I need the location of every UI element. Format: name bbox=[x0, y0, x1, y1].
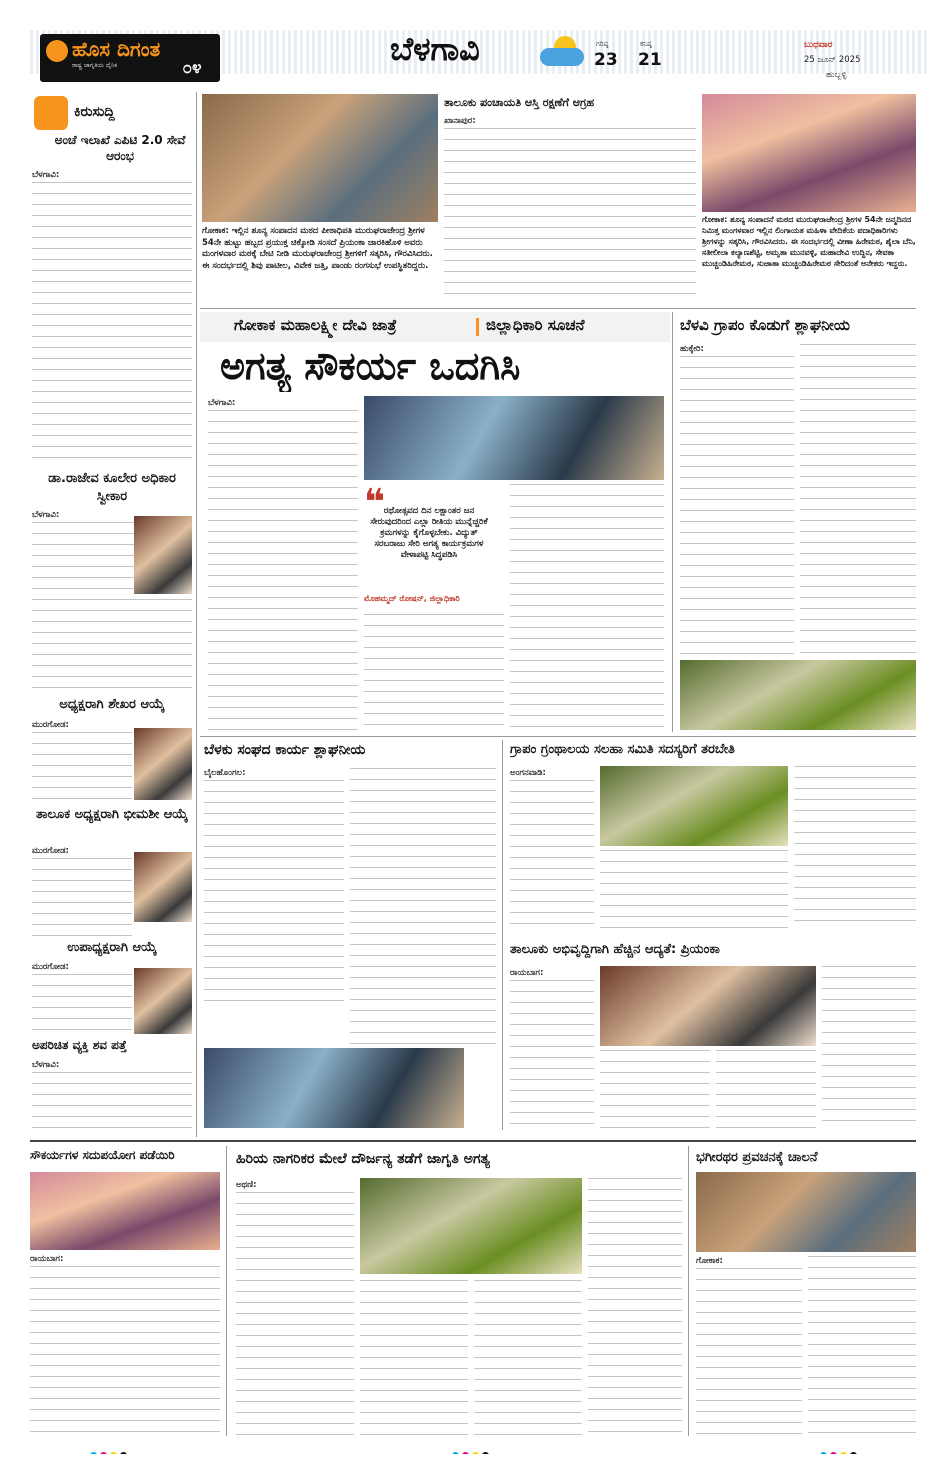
column-divider bbox=[226, 1146, 227, 1436]
lead-quote: ರಥೋತ್ಸವದ ದಿನ ಲಕ್ಷಾಂತರ ಜನ ಸೇರುವುದರಿಂದ ಎಲ್ಲಾ ರೀತಿಯ ಮುನ್ನೆಚ್ಚರಿಕೆ ಕ್ರಮಗಳನ್ನು ಕೈಗೊಳ್ಳಬೇಕು. ವಿದ್ಯುತ್ ಸರಬರಾಜು ಸೇರಿ ಅಗತ್ಯ ಕಾರ್ಯಕ್ರಮಗಳ ವೇಳಾಪಟ್ಟಿ ಸಿದ್ಧಪಡಿಸಿ bbox=[370, 506, 488, 560]
column-divider bbox=[672, 312, 673, 732]
weather-cloud-icon bbox=[540, 36, 586, 70]
bottom-right-headline: ಭಗೀರಥರ ಪ್ರವಚನಕ್ಕೆ ಚಾಲನೆ bbox=[696, 1150, 818, 1165]
right-story-headline: ಬೆಳವಿ ಗ್ರಾಪಂ ಕೊಡುಗೆ ಶ್ಲಾಘನೀಯ bbox=[680, 316, 850, 334]
issue-date: 25 ಜೂನ್ 2025 bbox=[804, 55, 861, 65]
row-divider bbox=[200, 736, 916, 737]
sidebar-story-title: ಅಂಚೆ ಇಲಾಖೆ ಎಪಿಟಿ 2.0 ಸೇವೆ ಆರಂಭ bbox=[54, 133, 186, 163]
bottom-right-body-col1 bbox=[696, 1268, 802, 1436]
kirusuddi-hand-icon bbox=[34, 96, 68, 130]
top-right-caption: ಗೋಕಾಕ: ಶೂನ್ಯ ಸಂಪಾದನೆ ಮಠದ ಮುರುಘರಾಜೇಂದ್ರ ಶ್ರೀಗಳ 54ನೇ ಜನ್ಮದಿನದ ನಿಮಿತ್ತ ಮಂಗಳವಾರ ಇಲ್ಲಿನ ಲಿಂಗಾಯತ ಮಹಿಳಾ ವೇದಿಕೆಯ ಪದಾಧಿಕಾರಿಗಳು ಶ್ರೀಗಳನ್ನು ಸತ್ಕರಿಸಿ, ಗೌರವಿಸಿದರು. ಈ ಸಂದರ್ಭದಲ್ಲಿ ವೀಣಾ ಹಿರೇಮಠ, ಶೈಲಾ ಬೆನಿ, ಸತೀಲೀಲಾ ಕಲ್ಯಾಣಶೆಟ್ಟಿ, ಅಮೃತಾ ಮುನವಳ್ಳಿ, ಮಹಾದೇವಿ ಉದ್ದಿನ, ಸೇವಕಾ ಮುಚ್ಚಂಡಿಹಿರೇಮಠ, ಸುಜಾತಾ ಮುಚ್ಚಂಡಿಹಿರೇಮಠ ಸೇರಿದಂತೆ ಅನೇಕರು ಇದ್ದರು. bbox=[702, 215, 916, 268]
sidebar-story-body bbox=[32, 858, 132, 938]
bottom-center-body-col2 bbox=[360, 1280, 468, 1436]
photo-women-forum bbox=[702, 94, 916, 212]
column-divider bbox=[688, 1146, 689, 1436]
right-story-body-col2 bbox=[800, 344, 916, 656]
edition-name: ಹುಬ್ಬಳ್ಳಿ bbox=[826, 70, 847, 80]
quote-mark-icon: ❝ bbox=[364, 486, 386, 514]
mid-right-body-col1 bbox=[510, 780, 594, 930]
photo-dc-meeting bbox=[364, 396, 664, 480]
mid-right-headline: ಗ್ರಾಪಂ ಗ್ರಂಥಾಲಯ ಸಲಹಾ ಸಮಿತಿ ಸದಸ್ಯರಿಗೆ ತರಬೇತಿ bbox=[510, 742, 735, 757]
registration-marks-left bbox=[90, 1444, 150, 1454]
masthead bbox=[0, 0, 945, 90]
sidebar-story-dateline: ಮುರಗೋಡ: bbox=[32, 962, 69, 972]
lead-kicker-left: ಗೋಕಾಕ ಮಹಾಲಕ್ಷ್ಮೀ ದೇವಿ ಜಾತ್ರೆ bbox=[234, 316, 397, 334]
sidebar-brand: ಕಿರುಸುದ್ದಿ bbox=[74, 104, 184, 124]
page-number: ೦೪ bbox=[182, 58, 202, 78]
development-body-col1 bbox=[510, 980, 594, 1130]
top-middle-headline: ತಾಲೂಕು ಪಂಚಾಯತಿ ಆಸ್ತಿ ರಕ್ಷಣೆಗೆ ಆಗ್ರಹ bbox=[444, 96, 595, 109]
top-left-caption: ಗೋಕಾಕ: ಇಲ್ಲಿನ ಶೂನ್ಯ ಸಂಪಾದನ ಮಠದ ಪೀಠಾಧಿಪತಿ ಮುರುಘರಾಜೇಂದ್ರ ಶ್ರೀಗಳ 54ನೇ ಹುಟ್ಟು ಹಬ್ಬದ ಪ್ರಯುಕ್ತ ಚಿಕ್ಕೋಡಿ ಸಂಸದೆ ಪ್ರಿಯಂಕಾ ಜಾರಕಿಹೊಳಿ ಅವರು ಮಂಗಳವಾರ ಮಠಕ್ಕೆ ಬೇಟಿ ನೀಡಿ ಮುರುಘರಾಜೇಂದ್ರ ಶ್ರೀಗಳಿಗೆ ಸತ್ಕರಿಸಿ, ಗೌರವಿಸಿದರು. ಈ ಸಂದರ್ಭದಲ್ಲಿ ಶಿವು ಪಾಟೀಲ, ವಿವೇಕ ಜತ್ತಿ, ಪಾಂಡು ರಂಗಸುಭೆ ಉಪಸ್ಥಿತರಿದ್ದರು. bbox=[202, 226, 433, 271]
mid-left-body-col1 bbox=[204, 780, 344, 1010]
sidebar-portrait bbox=[134, 968, 192, 1034]
temp-max: 23 bbox=[594, 50, 618, 70]
photo-swamiji-felicitation bbox=[202, 94, 438, 222]
development-dateline: ರಾಯಬಾಗ: bbox=[510, 968, 544, 978]
logo-badge bbox=[40, 34, 220, 82]
kicker-divider bbox=[476, 318, 479, 336]
city-name: ಬೆಳಗಾವಿ bbox=[390, 30, 480, 68]
temp-min: 21 bbox=[638, 50, 662, 70]
mid-right-body-col2 bbox=[600, 850, 788, 930]
lead-dateline: ಬೆಳಗಾವಿ: bbox=[208, 398, 236, 408]
bottom-center-body-col3 bbox=[474, 1280, 582, 1436]
bottom-left-headline: ಸೌಕರ್ಯಗಳ ಸದುಪಯೋಗ ಪಡೆಯಿರಿ bbox=[30, 1148, 175, 1162]
logo-tagline: ರಾಷ್ಟ್ರ ಜಾಗೃತಿಯ ದೈನಿಕ bbox=[72, 62, 118, 69]
row-divider bbox=[200, 308, 916, 309]
lead-kicker-right: ಜಿಲ್ಲಾಧಿಕಾರಿ ಸೂಚನೆ bbox=[486, 316, 585, 334]
mid-right-body-col3 bbox=[794, 766, 916, 930]
photo-bhagiratha bbox=[696, 1172, 916, 1252]
right-story-dateline: ಹುಕ್ಕೇರಿ: bbox=[680, 344, 704, 354]
logo-text: ಹೊಸ ದಿಗಂತ bbox=[72, 37, 161, 61]
lead-body-col3 bbox=[510, 484, 664, 732]
lead-quote-box bbox=[364, 486, 494, 610]
photo-school-gp bbox=[680, 660, 916, 730]
row-divider bbox=[30, 1140, 916, 1142]
bottom-right-dateline: ಗೋಕಾಕ: bbox=[696, 1256, 723, 1266]
bottom-center-headline: ಹಿರಿಯ ನಾಗರಿಕರ ಮೇಲೆ ದೌರ್ಜನ್ಯ ತಡೆಗೆ ಜಾಗೃತಿ ಅಗತ್ಯ bbox=[236, 1151, 490, 1167]
sidebar-story-body bbox=[32, 732, 132, 802]
bottom-center-body-col4 bbox=[588, 1178, 682, 1436]
sidebar-story-title: ಅಪರಿಚಿತ ವ್ಯಕ್ತಿ ಶವ ಪತ್ತೆ bbox=[32, 1038, 127, 1052]
sidebar-story-body bbox=[32, 182, 192, 462]
registration-marks-right bbox=[820, 1444, 880, 1454]
sidebar-portrait bbox=[134, 516, 192, 594]
mid-right-dateline: ಅಂಗನವಾಡಿ: bbox=[510, 768, 546, 778]
bottom-center-dateline: ಅಥಣಿ: bbox=[236, 1180, 257, 1190]
development-body-col2 bbox=[600, 1050, 710, 1130]
development-body-col4 bbox=[822, 966, 916, 1130]
column-divider bbox=[502, 740, 503, 1130]
right-story-body-col1 bbox=[680, 356, 794, 656]
lead-quote-author: ಮೊಹಮ್ಮದ್ ರೋಷನ್, ಜಿಲ್ಲಾಧಿಕಾರಿ bbox=[364, 594, 460, 603]
sidebar-story-dateline: ಮುರಗೋಡ: bbox=[32, 720, 69, 730]
sidebar-story-title: ಉಪಾಧ್ಯಕ್ಷರಾಗಿ ಆಯ್ಕೆ bbox=[67, 940, 157, 955]
photo-library-training bbox=[600, 766, 788, 846]
mid-left-headline: ಬೆಳಕು ಸಂಘದ ಕಾರ್ಯ ಶ್ಲಾಘನೀಯ bbox=[204, 742, 366, 758]
development-headline: ತಾಲೂಕು ಅಭಿವೃದ್ದಿಗಾಗಿ ಹೆಚ್ಚಿನ ಆದ್ಯತೆ: ಪ್ರಿಯಂಕಾ bbox=[510, 942, 720, 957]
sidebar-story-dateline: ಬೆಳಗಾವಿ: bbox=[32, 510, 60, 520]
photo-facilities bbox=[30, 1172, 220, 1250]
sidebar-story-title: ಅಧ್ಯಕ್ಷರಾಗಿ ಶೇಖರ ಆಯ್ಕೆ bbox=[59, 697, 165, 712]
sidebar-story-dateline: ಮುರಗೋಡ: bbox=[32, 846, 69, 856]
lead-body-col2 bbox=[364, 614, 504, 732]
lead-headline: ಅಗತ್ಯ ಸೌಕರ್ಯ ಒದಗಿಸಿ bbox=[220, 344, 521, 388]
mid-left-dateline: ಬೈಲಹೊಂಗಲ: bbox=[204, 768, 246, 778]
bottom-left-dateline: ರಾಯಬಾಗ: bbox=[30, 1254, 64, 1264]
temp-min-label: ಕನಿಷ್ಠ bbox=[640, 40, 652, 48]
bottom-right-body-col2 bbox=[808, 1256, 916, 1436]
lead-kicker bbox=[200, 312, 670, 342]
sidebar-portrait bbox=[134, 728, 192, 800]
photo-senior-citizens bbox=[360, 1178, 582, 1274]
photo-priyanka-meeting bbox=[600, 966, 816, 1046]
sidebar-story-body bbox=[32, 1072, 192, 1132]
temp-max-label: ಗರಿಷ್ಠ bbox=[596, 40, 609, 48]
issue-day: ಬುಧವಾರ bbox=[804, 40, 833, 50]
photo-belaku-sangha bbox=[204, 1048, 464, 1128]
development-body-col3 bbox=[716, 1050, 816, 1130]
registration-marks-center bbox=[452, 1444, 512, 1454]
top-middle-dateline: ಖಾನಾಪುರ: bbox=[444, 116, 476, 126]
bottom-left-body bbox=[30, 1266, 220, 1436]
bottom-center-body-col1 bbox=[236, 1192, 354, 1436]
mid-left-body-col2 bbox=[350, 768, 496, 1048]
sidebar-story-body bbox=[32, 974, 132, 1034]
sidebar bbox=[30, 92, 194, 1142]
sidebar-story-dateline: ಬೆಳಗಾವಿ: bbox=[32, 1060, 60, 1070]
top-middle-body bbox=[444, 128, 696, 304]
sidebar-story-dateline: ಬೆಳಗಾವಿ: bbox=[32, 170, 60, 180]
sidebar-portrait bbox=[134, 852, 192, 922]
sidebar-story-title: ತಾಲೂಕ ಅಧ್ಯಕ್ಷರಾಗಿ ಭೀಮಶೀ ಆಯ್ಕೆ bbox=[36, 807, 188, 822]
lead-body-col1 bbox=[208, 410, 358, 730]
logo-emblem-icon bbox=[46, 40, 68, 62]
column-divider bbox=[196, 92, 197, 1137]
sidebar-story-title: ಡಾ.ರಾಜೇವ ಕೂಲೇರ ಅಧಿಕಾರ ಸ್ವೀಕಾರ bbox=[48, 471, 176, 504]
